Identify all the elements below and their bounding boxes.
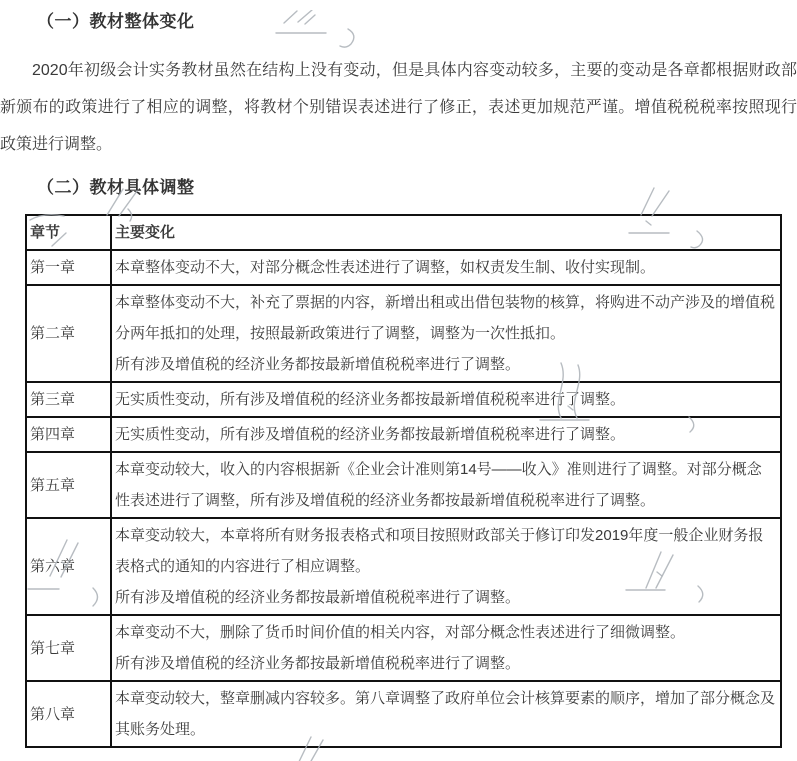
section-heading-overall-changes: （一）教材整体变化 xyxy=(37,12,195,31)
table-row-chapter-7 xyxy=(26,615,781,681)
intro-paragraph: 2020年初级会计实务教材虽然在结构上没有变动，但是具体内容变动较多，主要的变动是各章都根据财政部新颁布的政策进行了相应的调整，将教材个别错误表述进行了修正，表述更加规范严谨。增值税税税率按照现行政策进行调整。 xyxy=(0,62,797,153)
section-heading-specific-adjustments: （二）教材具体调整 xyxy=(37,178,195,197)
changes-cell xyxy=(111,452,781,518)
changes-cell xyxy=(111,615,781,681)
changes-cell xyxy=(111,681,781,747)
table-row-chapter-4 xyxy=(26,417,781,452)
change-paragraph: 所有涉及增值税的经济业务都按最新增值税税率进行了调整。 xyxy=(115,589,521,606)
change-paragraph: 本章整体变动不大，补充了票据的内容，新增出租或出借包装物的核算，将购进不动产涉及的增值税分两年抵扣的处理，按照最新政策进行了调整，调整为一次性抵扣。 xyxy=(115,294,776,342)
table-row-chapter-8 xyxy=(26,681,781,747)
chapter-cell: 第六章 xyxy=(26,518,111,615)
chapter-cell: 第三章 xyxy=(26,382,111,417)
change-paragraph: 本章变动较大，本章将所有财务报表格式和项目按照财政部关于修订印发2019年度一般企业财务报表格式的通知的内容进行了相应调整。 xyxy=(115,527,764,575)
table-header-row xyxy=(26,215,781,250)
column-header-main-changes: 主要变化 xyxy=(111,215,781,250)
change-paragraph: 无实质性变动，所有涉及增值税的经济业务都按最新增值税税率进行了调整。 xyxy=(115,391,626,408)
change-paragraph: 无实质性变动，所有涉及增值税的经济业务都按最新增值税税率进行了调整。 xyxy=(115,426,626,443)
document-page xyxy=(0,10,797,761)
chapter-cell: 第四章 xyxy=(26,417,111,452)
table-row-chapter-3 xyxy=(26,382,781,417)
change-paragraph: 本章变动不大，删除了货币时间价值的相关内容，对部分概念性表述进行了细微调整。 xyxy=(115,624,686,641)
chapter-cell: 第七章 xyxy=(26,615,111,681)
change-paragraph: 所有涉及增值税的经济业务都按最新增值税税率进行了调整。 xyxy=(115,356,521,373)
change-paragraph: 本章变动较大，整章删减内容较多。第八章调整了政府单位会计核算要素的顺序，增加了部分概念及其账务处理。 xyxy=(115,690,776,738)
changes-cell xyxy=(111,285,781,382)
changes-cell xyxy=(111,382,781,417)
changes-cell xyxy=(111,417,781,452)
column-header-chapter: 章节 xyxy=(26,215,111,250)
changes-cell xyxy=(111,518,781,615)
change-paragraph: 本章整体变动不大，对部分概念性表述进行了调整，如权责发生制、收付实现制。 xyxy=(115,259,656,276)
table-row-chapter-6 xyxy=(26,518,781,615)
chapter-cell: 第二章 xyxy=(26,285,111,382)
change-paragraph: 本章变动较大，收入的内容根据新《企业会计准则第14号——收入》准则进行了调整。对部分概念性表述进行了调整，所有涉及增值税的经济业务都按最新增值税税率进行了调整。 xyxy=(115,461,762,509)
chapter-cell: 第八章 xyxy=(26,681,111,747)
chapter-cell: 第一章 xyxy=(26,250,111,285)
table-row-chapter-2 xyxy=(26,285,781,382)
change-paragraph: 所有涉及增值税的经济业务都按最新增值税税率进行了调整。 xyxy=(115,655,521,672)
changes-cell xyxy=(111,250,781,285)
table-row-chapter-5 xyxy=(26,452,781,518)
chapter-adjustments-table xyxy=(25,214,782,748)
table-row-chapter-1 xyxy=(26,250,781,285)
chapter-cell: 第五章 xyxy=(26,452,111,518)
